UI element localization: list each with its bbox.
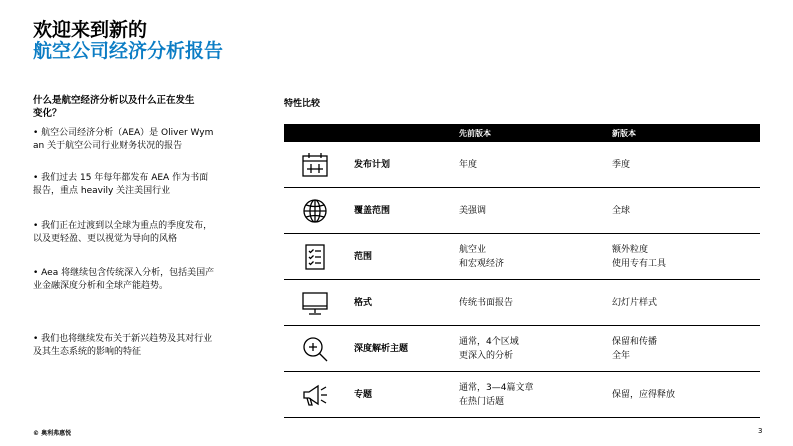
feature-label: 范围 xyxy=(354,251,373,262)
new-version-cell: 保留和传播 全年 xyxy=(612,336,658,361)
comparison-table xyxy=(284,124,760,418)
new-version-cell: 季度 xyxy=(612,159,631,170)
previous-version-cell: 航空业 和宏观经济 xyxy=(459,244,505,269)
previous-version-cell: 通常，4个区域 更深入的分析 xyxy=(459,336,519,361)
column-header-new: 新版本 xyxy=(612,129,636,138)
title-line-1: 欢迎来到新的 xyxy=(33,19,148,41)
magnifier-plus-icon xyxy=(301,335,329,363)
copyright-footer: © 奥利弗惠悦 xyxy=(33,430,72,437)
previous-version-cell: 通常，3—4篇文章 在热门话题 xyxy=(459,382,534,407)
previous-version-cell: 美强调 xyxy=(459,205,487,216)
comparison-title: 特性比较 xyxy=(284,99,321,109)
feature-label: 格式 xyxy=(354,297,373,308)
checklist-icon xyxy=(301,243,329,271)
feature-label: 专题 xyxy=(354,389,373,400)
megaphone-icon xyxy=(301,381,329,409)
new-version-cell: 全球 xyxy=(612,205,631,216)
calendar-icon xyxy=(301,151,329,179)
table-row xyxy=(284,326,760,372)
intro-section xyxy=(33,94,253,357)
bullet-item: • 航空公司经济分析（AEA）是 Oliver Wym an 关于航空公司行业财务状况的报告 xyxy=(33,128,214,151)
previous-version-cell: 传统书面报告 xyxy=(459,297,514,308)
new-version-cell: 幻灯片样式 xyxy=(612,297,658,308)
feature-label: 发布计划 xyxy=(354,159,391,170)
new-version-cell: 额外粒度 使用专有工具 xyxy=(612,244,667,269)
title-line-2: 航空公司经济分析报告 xyxy=(33,40,224,62)
page-number: 3 xyxy=(758,427,763,435)
bullet-item: • Aea 将继续包含传统深入分析，包括美国产 业金融深度分析和全球产能趋势。 xyxy=(33,268,215,291)
bullet-item: • 我们也将继续发布关于新兴趋势及其对行业 及其生态系统的影响的特征 xyxy=(33,334,213,357)
previous-version-cell: 年度 xyxy=(459,159,478,170)
table-row xyxy=(284,372,760,418)
table-row xyxy=(284,188,760,234)
intro-heading: 什么是航空经济分析以及什么正在发生 变化？ xyxy=(33,95,195,119)
page-title xyxy=(33,20,223,62)
feature-label: 覆盖范围 xyxy=(354,205,391,216)
table-row xyxy=(284,234,760,280)
table-header xyxy=(284,124,760,142)
monitor-icon xyxy=(301,289,329,317)
new-version-cell: 保留，应得释放 xyxy=(612,389,676,400)
column-header-previous: 先前版本 xyxy=(459,129,491,138)
table-row xyxy=(284,142,760,188)
bullet-item: • 我们过去 15 年每年都发布 AEA 作为书面 报告，重点 heavily 关注美国行业 xyxy=(33,173,209,196)
feature-label: 深度解析主题 xyxy=(354,343,409,354)
globe-icon xyxy=(301,197,329,225)
table-row xyxy=(284,280,760,326)
bullet-item: • 我们正在过渡到以全球为重点的季度发布， 以及更轻盈、更以视觉为导向的风格 xyxy=(33,221,213,244)
